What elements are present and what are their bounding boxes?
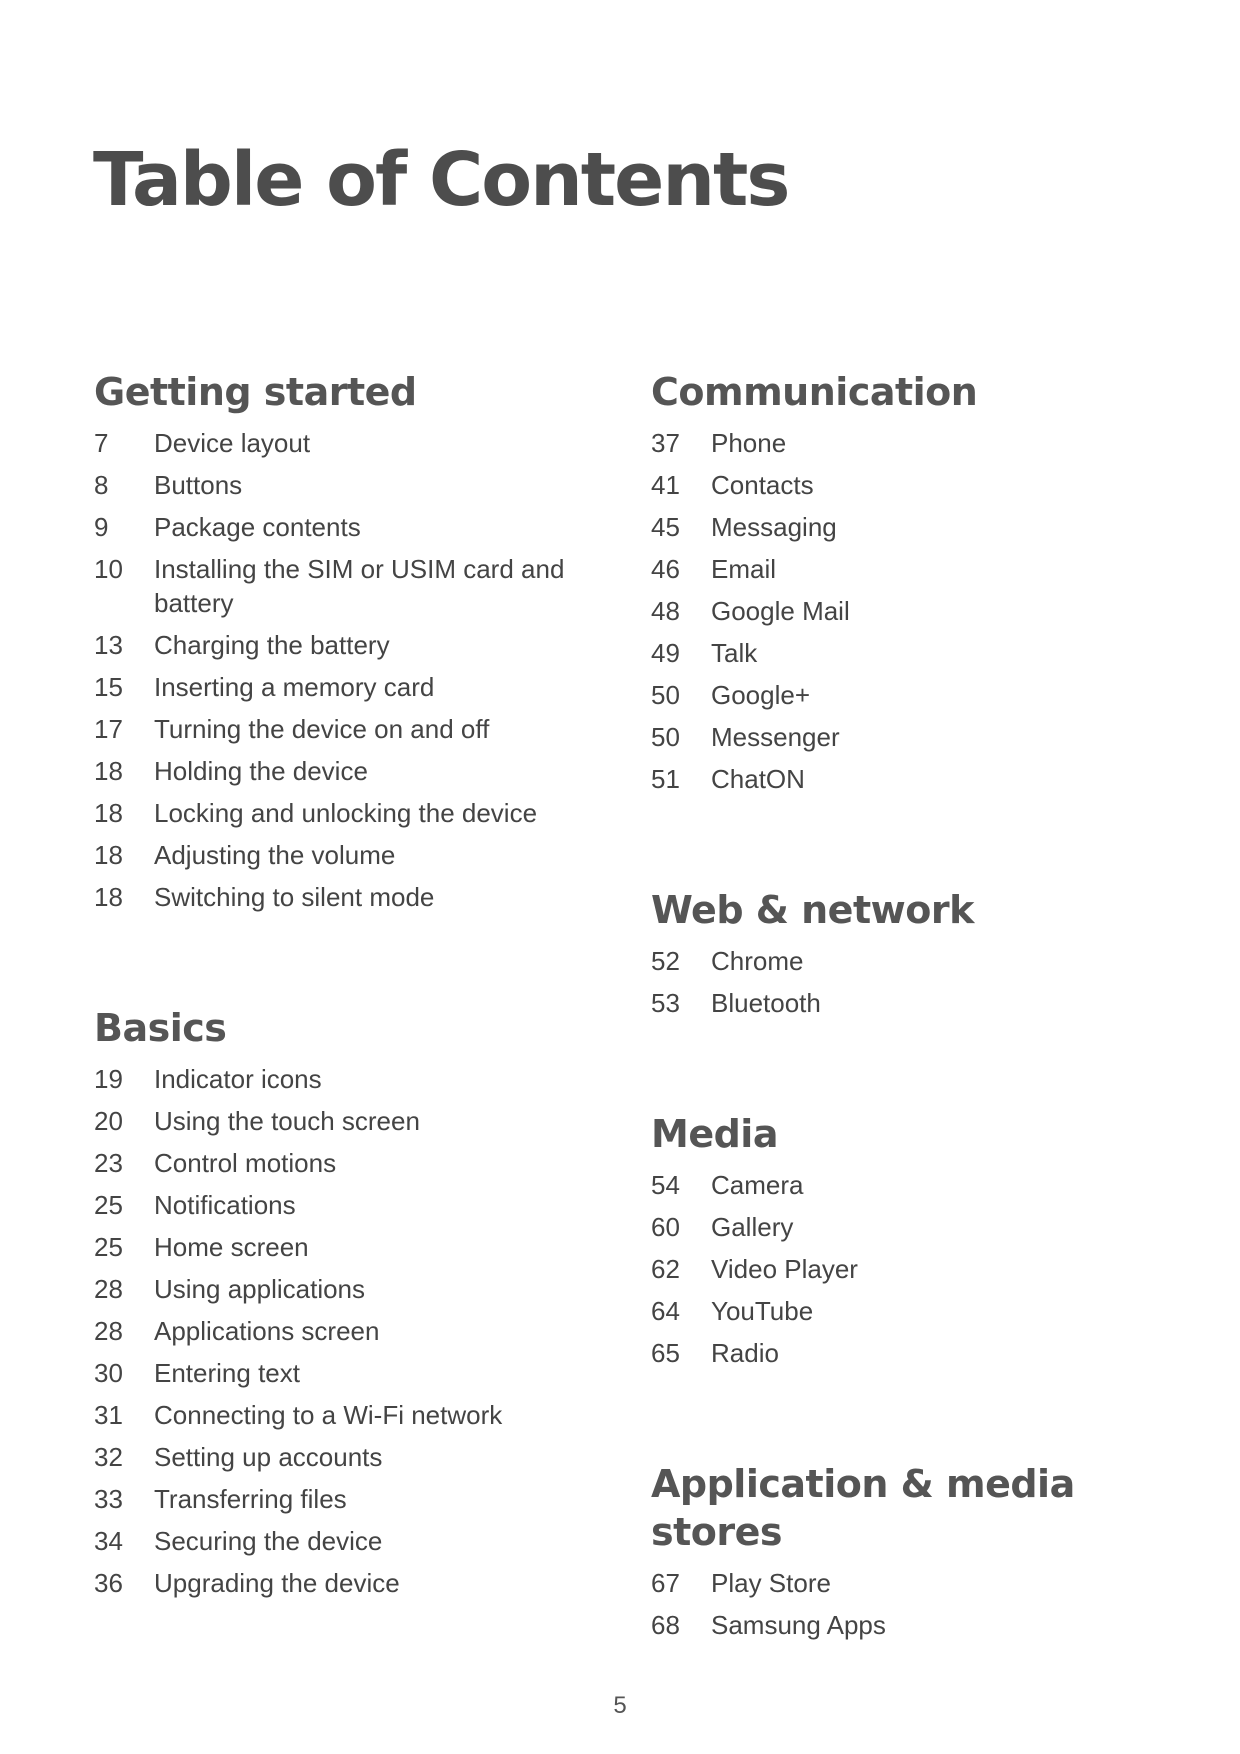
section-spacer — [651, 1378, 1191, 1460]
entry-page-number: 28 — [94, 1316, 123, 1346]
toc-entry[interactable] — [651, 720, 1191, 754]
toc-entry[interactable] — [651, 1608, 1191, 1642]
entry-label: Device layout — [154, 428, 311, 458]
entry-label: Gallery — [711, 1212, 794, 1242]
entry-page-number: 60 — [651, 1212, 680, 1242]
entry-page-number: 34 — [94, 1526, 123, 1556]
toc-entry[interactable] — [94, 426, 634, 460]
toc-right-column — [651, 368, 1191, 1650]
entry-label: Using applications — [154, 1274, 366, 1304]
toc-entry[interactable] — [651, 1252, 1191, 1286]
toc-entry[interactable] — [94, 880, 634, 914]
entry-label: Connecting to a Wi-Fi network — [154, 1400, 503, 1430]
toc-left-column — [94, 368, 634, 1608]
entry-label: Installing the SIM or USIM card and battery — [154, 554, 565, 618]
toc-entry[interactable] — [651, 594, 1191, 628]
entry-label: Buttons — [154, 470, 243, 500]
entry-label: Play Store — [711, 1568, 831, 1598]
entry-label: Bluetooth — [711, 988, 821, 1018]
section-spacer — [94, 922, 634, 1004]
entry-page-number: 17 — [94, 714, 123, 744]
toc-entry[interactable] — [651, 552, 1191, 586]
toc-entry[interactable] — [94, 1104, 634, 1138]
entry-list — [651, 1566, 1191, 1642]
entry-page-number: 65 — [651, 1338, 680, 1368]
entry-label: Switching to silent mode — [154, 882, 435, 912]
entry-label: Inserting a memory card — [154, 672, 435, 702]
entry-label: Contacts — [711, 470, 814, 500]
entry-label: Video Player — [711, 1254, 858, 1284]
toc-entry[interactable] — [651, 636, 1191, 670]
entry-label: ChatON — [711, 764, 805, 794]
toc-entry[interactable] — [651, 1336, 1191, 1370]
entry-label: Messenger — [711, 722, 840, 752]
section-basics — [94, 1004, 634, 1600]
entry-page-number: 62 — [651, 1254, 680, 1284]
entry-label: Radio — [711, 1338, 779, 1368]
entry-page-number: 25 — [94, 1232, 123, 1262]
section-web-network — [651, 886, 1191, 1020]
entry-list — [94, 1062, 634, 1600]
section-heading: Media — [651, 1112, 778, 1156]
entry-label: Talk — [711, 638, 758, 668]
toc-entry[interactable] — [94, 1524, 634, 1558]
entry-page-number: 31 — [94, 1400, 123, 1430]
entry-page-number: 18 — [94, 756, 123, 786]
toc-entry[interactable] — [94, 796, 634, 830]
entry-list — [651, 1168, 1191, 1370]
entry-page-number: 8 — [94, 470, 109, 500]
entry-label: Google+ — [711, 680, 811, 710]
toc-entry[interactable] — [94, 1566, 634, 1600]
entry-page-number: 52 — [651, 946, 680, 976]
entry-page-number: 48 — [651, 596, 680, 626]
entry-label: Holding the device — [154, 756, 368, 786]
entry-list — [651, 426, 1191, 796]
entry-page-number: 51 — [651, 764, 680, 794]
toc-entry[interactable] — [94, 468, 634, 502]
entry-label: Securing the device — [154, 1526, 383, 1556]
entry-label: Google Mail — [711, 596, 850, 626]
entry-page-number: 15 — [94, 672, 123, 702]
section-heading: Basics — [94, 1006, 227, 1050]
entry-label: Setting up accounts — [154, 1442, 383, 1472]
section-heading: Communication — [651, 370, 978, 414]
toc-entry[interactable] — [651, 678, 1191, 712]
entry-page-number: 33 — [94, 1484, 123, 1514]
toc-entry[interactable] — [94, 670, 634, 704]
entry-page-number: 49 — [651, 638, 680, 668]
entry-page-number: 23 — [94, 1148, 123, 1178]
entry-page-number: 37 — [651, 428, 680, 458]
entry-label: Entering text — [154, 1358, 300, 1388]
entry-page-number: 13 — [94, 630, 123, 660]
toc-entry[interactable] — [94, 1146, 634, 1180]
section-application-media-stores — [651, 1460, 1191, 1642]
section-heading: Application & media stores — [651, 1462, 1075, 1554]
toc-entry[interactable] — [94, 1398, 634, 1432]
entry-label: Control motions — [154, 1148, 337, 1178]
entry-page-number: 19 — [94, 1064, 123, 1094]
entry-page-number: 20 — [94, 1106, 123, 1136]
entry-label: Package contents — [154, 512, 361, 542]
entry-page-number: 9 — [94, 512, 109, 542]
entry-label: Indicator icons — [154, 1064, 322, 1094]
entry-label: Phone — [711, 428, 787, 458]
entry-label: Messaging — [711, 512, 837, 542]
entry-label: Using the touch screen — [154, 1106, 420, 1136]
entry-page-number: 54 — [651, 1170, 680, 1200]
entry-label: Notifications — [154, 1190, 296, 1220]
toc-entry[interactable] — [94, 1062, 634, 1096]
toc-entry[interactable] — [94, 628, 634, 662]
toc-entry[interactable] — [651, 468, 1191, 502]
entry-label: Email — [711, 554, 777, 584]
toc-entry[interactable] — [651, 944, 1191, 978]
toc-entry[interactable] — [94, 838, 634, 872]
entry-page-number: 25 — [94, 1190, 123, 1220]
toc-entry[interactable] — [94, 754, 634, 788]
entry-page-number: 68 — [651, 1610, 680, 1640]
toc-entry[interactable] — [94, 1440, 634, 1474]
section-media — [651, 1110, 1191, 1370]
entry-label: Chrome — [711, 946, 804, 976]
page-number: 5 — [613, 1692, 627, 1719]
toc-entry[interactable] — [651, 762, 1191, 796]
entry-page-number: 64 — [651, 1296, 680, 1326]
entry-page-number: 53 — [651, 988, 680, 1018]
entry-label: Home screen — [154, 1232, 309, 1262]
toc-entry[interactable] — [651, 986, 1191, 1020]
entry-page-number: 7 — [94, 428, 109, 458]
entry-page-number: 18 — [94, 798, 123, 828]
entry-label: Samsung Apps — [711, 1610, 886, 1640]
toc-entry[interactable] — [94, 1314, 634, 1348]
entry-label: Charging the battery — [154, 630, 390, 660]
toc-entry[interactable] — [94, 510, 634, 544]
entry-page-number: 18 — [94, 840, 123, 870]
entry-label: Transferring files — [154, 1484, 347, 1514]
toc-entry[interactable] — [651, 510, 1191, 544]
toc-entry[interactable] — [94, 1356, 634, 1390]
toc-entry[interactable] — [94, 1272, 634, 1306]
entry-label: Turning the device on and off — [154, 714, 490, 744]
entry-page-number: 50 — [651, 722, 680, 752]
section-communication — [651, 368, 1191, 796]
entry-page-number: 32 — [94, 1442, 123, 1472]
entry-page-number: 10 — [94, 554, 123, 584]
entry-page-number: 50 — [651, 680, 680, 710]
entry-page-number: 28 — [94, 1274, 123, 1304]
toc-entry[interactable] — [94, 1230, 634, 1264]
entry-page-number: 18 — [94, 882, 123, 912]
entry-page-number: 36 — [94, 1568, 123, 1598]
entry-label: YouTube — [711, 1296, 814, 1326]
section-heading: Web & network — [651, 888, 974, 932]
section-spacer — [651, 1028, 1191, 1110]
entry-list — [651, 944, 1191, 1020]
toc-entry[interactable] — [651, 426, 1191, 460]
entry-page-number: 46 — [651, 554, 680, 584]
entry-label: Adjusting the volume — [154, 840, 396, 870]
toc-entry[interactable] — [94, 1482, 634, 1516]
entry-page-number: 67 — [651, 1568, 680, 1598]
toc-entry[interactable] — [651, 1168, 1191, 1202]
toc-entry[interactable] — [94, 712, 634, 746]
page-title: Table of Contents — [93, 137, 789, 223]
entry-list — [94, 426, 634, 914]
entry-label: Locking and unlocking the device — [154, 798, 538, 828]
section-spacer — [651, 804, 1191, 886]
toc-entry[interactable] — [94, 1188, 634, 1222]
entry-label: Applications screen — [154, 1316, 380, 1346]
toc-entry[interactable] — [651, 1566, 1191, 1600]
toc-entry[interactable] — [651, 1210, 1191, 1244]
toc-entry[interactable] — [94, 552, 634, 620]
entry-label: Camera — [711, 1170, 804, 1200]
section-getting-started — [94, 368, 634, 914]
entry-page-number: 30 — [94, 1358, 123, 1388]
entry-label: Upgrading the device — [154, 1568, 400, 1598]
entry-page-number: 45 — [651, 512, 680, 542]
entry-page-number: 41 — [651, 470, 680, 500]
section-heading: Getting started — [94, 370, 417, 414]
toc-entry[interactable] — [651, 1294, 1191, 1328]
